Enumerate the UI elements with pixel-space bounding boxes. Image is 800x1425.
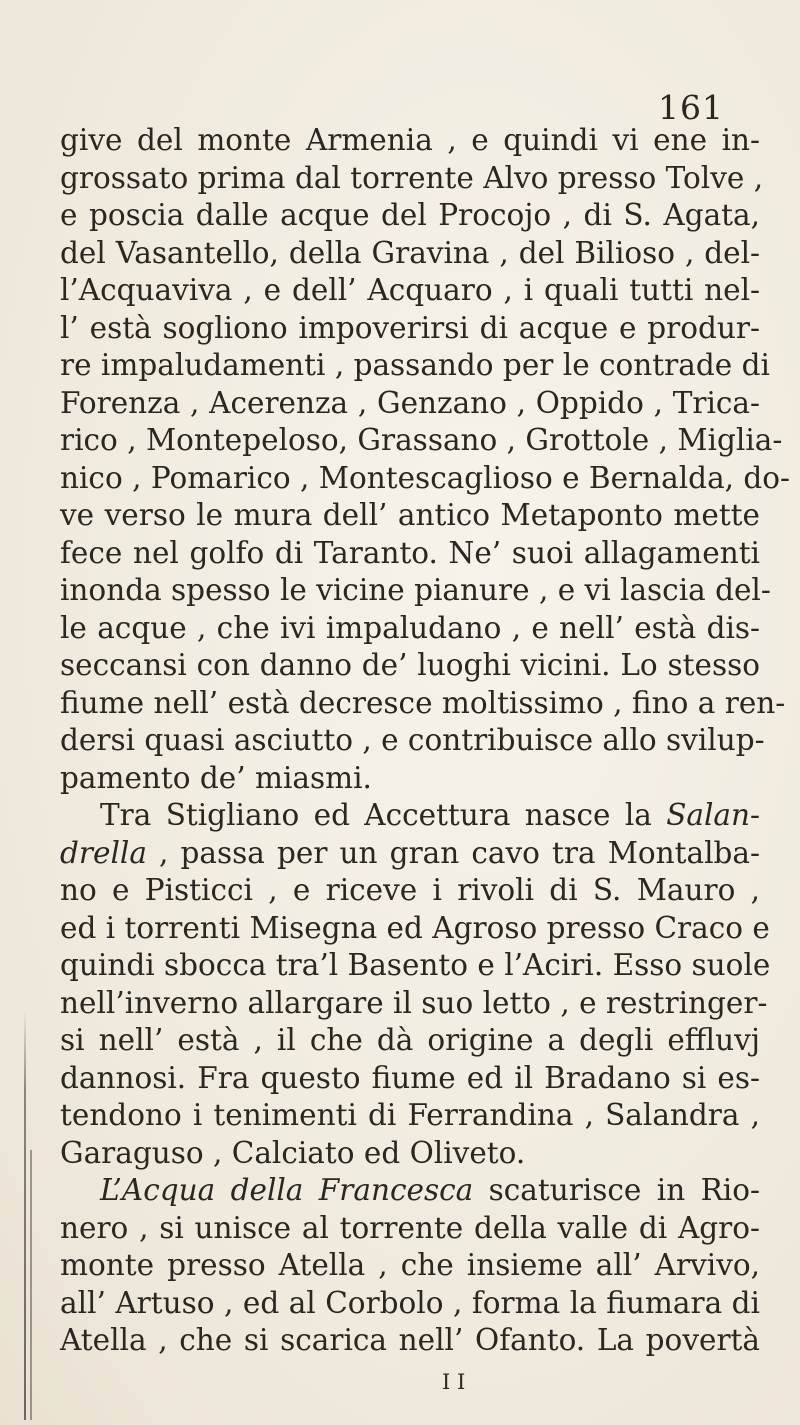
text-line: ed i torrenti Misegna ed Agroso presso Craco e xyxy=(60,910,770,945)
text-line: nico , Pomarico , Montescaglioso e Bernalda, do- xyxy=(60,460,791,495)
italic-name: Salan- xyxy=(666,798,760,832)
text-line: inonda spesso le vicine pianure , e vi lascia del- xyxy=(60,573,771,607)
text-line: tendono i tenimenti di Ferrandina , Salandra , xyxy=(60,1098,760,1132)
text-line xyxy=(60,835,760,873)
text-line: del Vasantello, della Gravina , del Bilioso , del- xyxy=(60,235,760,270)
body-text xyxy=(60,122,791,1360)
text-line: si nell’ està , il che dà origine a degli effluvj xyxy=(60,1023,760,1057)
text-line: no e Pisticci , e riceve i rivoli di S. Mauro , xyxy=(60,873,760,907)
text-line: monte presso Atella , che insieme all’ Arvivo, xyxy=(60,1248,760,1282)
text-line: Forenza , Acerenza , Genzano , Oppido , Trica- xyxy=(60,385,760,420)
text-line: l’Acquaviva , e dell’ Acquaro , i quali tutti nel- xyxy=(60,273,760,307)
text-line: grossato prima dal torrente Alvo presso Tolve , xyxy=(60,160,764,195)
signature-mark: I I xyxy=(442,1370,466,1394)
text-line: nell’inverno allargare il suo letto , e restringer- xyxy=(60,985,768,1020)
italic-name: L’Acqua della Francesca xyxy=(100,1173,474,1207)
text-line: le acque , che ivi impaludano , e nell’ està dis- xyxy=(60,610,760,645)
text-line: dannosi. Fra questo fiume ed il Bradano si es- xyxy=(60,1060,760,1095)
text-line: fece nel golfo di Taranto. Ne’ suoi allagamenti xyxy=(60,535,760,570)
text-line: l’ està sogliono impoverirsi di acque e produr- xyxy=(60,310,760,345)
text-line: dersi quasi asciutto , e contribuisce allo svilup- xyxy=(60,723,765,757)
text-line: e poscia dalle acque del Procojo , di S. Agata, xyxy=(60,198,760,232)
text-line: nero , si unisce al torrente della valle di Agro- xyxy=(60,1210,760,1245)
text-line: give del monte Armenia , e quindi vi ene in- xyxy=(60,123,760,157)
text-line: fiume nell’ està decresce moltissimo , fino a ren- xyxy=(60,685,786,720)
page-edge-shadow xyxy=(30,1150,32,1420)
italic-name: drella xyxy=(60,835,147,870)
page-number: 161 xyxy=(658,88,724,127)
text-span: Tra Stigliano ed Accettura nasce la xyxy=(100,798,652,832)
text-line: pamento de’ miasmi. xyxy=(60,760,372,795)
text-line: seccansi con danno de’ luoghi vicini. Lo stesso xyxy=(60,648,760,682)
text-line: ve verso le mura dell’ antico Metaponto mette xyxy=(60,498,760,532)
text-line: re impaludamenti , passando per le contrade di xyxy=(60,348,770,382)
text-line: all’ Artuso , ed al Corbolo , forma la fiumara di xyxy=(60,1285,760,1320)
page-edge-shadow xyxy=(24,1010,26,1420)
text-line: rico , Montepeloso, Grassano , Grottole , Miglia- xyxy=(60,423,783,457)
paragraph-start-line xyxy=(60,1172,760,1210)
text-span: , passa per un gran cavo tra Montalba- xyxy=(159,835,760,870)
text-line: quindi sbocca tra’l Basento e l’Aciri. Esso suole xyxy=(60,948,771,982)
text-line: Atella , che si scarica nell’ Ofanto. La povertà xyxy=(60,1323,760,1357)
text-span: scaturisce in Rio- xyxy=(488,1173,760,1207)
text-line: Garaguso , Calciato ed Oliveto. xyxy=(60,1135,526,1170)
paragraph-start-line xyxy=(60,797,760,835)
